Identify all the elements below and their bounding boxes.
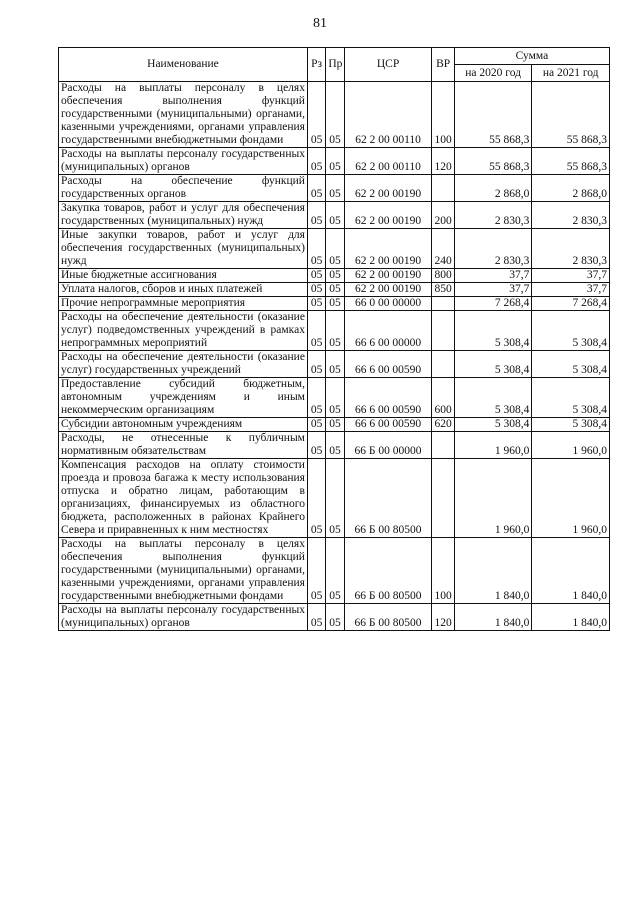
- table-row: [59, 432, 610, 459]
- row-vr: 100: [432, 82, 454, 148]
- row-sum-2021: 1 840,0: [532, 604, 610, 631]
- row-sum-2020: 1 960,0: [454, 459, 532, 538]
- row-name: Расходы на обеспечение функций государственных органов: [59, 175, 308, 202]
- row-csr: 62 2 00 00110: [344, 148, 432, 175]
- row-rz: 05: [307, 82, 325, 148]
- row-vr: [432, 175, 454, 202]
- row-vr: [432, 351, 454, 378]
- table-row: [59, 311, 610, 351]
- row-name: Иные закупки товаров, работ и услуг для обеспечения государственных (муниципальных) нужд: [59, 229, 308, 269]
- table-row: [59, 378, 610, 418]
- row-csr: 62 2 00 00190: [344, 202, 432, 229]
- row-sum-2020: 5 308,4: [454, 311, 532, 351]
- row-vr: [432, 297, 454, 311]
- row-csr: 66 6 00 00590: [344, 418, 432, 432]
- row-sum-2020: 55 868,3: [454, 82, 532, 148]
- row-pr: 05: [326, 269, 344, 283]
- row-sum-2020: 1 840,0: [454, 604, 532, 631]
- row-csr: 66 6 00 00000: [344, 311, 432, 351]
- row-pr: 05: [326, 604, 344, 631]
- row-vr: 600: [432, 378, 454, 418]
- row-sum-2020: 5 308,4: [454, 351, 532, 378]
- row-rz: 05: [307, 202, 325, 229]
- row-csr: 62 2 00 00190: [344, 175, 432, 202]
- row-vr: 240: [432, 229, 454, 269]
- row-vr: 200: [432, 202, 454, 229]
- row-name: Расходы на выплаты персоналу в целях обеспечения выполнения функций государственными (муниципальными) органами, казенными учреждениями, органами управления государственными внебюджетными фондами: [59, 538, 308, 604]
- table-row: [59, 148, 610, 175]
- row-pr: 05: [326, 283, 344, 297]
- row-sum-2020: 55 868,3: [454, 148, 532, 175]
- row-vr: 120: [432, 148, 454, 175]
- row-csr: 62 2 00 00110: [344, 82, 432, 148]
- row-rz: 05: [307, 269, 325, 283]
- row-pr: 05: [326, 297, 344, 311]
- row-pr: 05: [326, 202, 344, 229]
- table-row: [59, 604, 610, 631]
- row-sum-2021: 2 868,0: [532, 175, 610, 202]
- row-sum-2021: 37,7: [532, 283, 610, 297]
- row-vr: 850: [432, 283, 454, 297]
- table-body: [59, 82, 610, 631]
- row-rz: 05: [307, 418, 325, 432]
- table-row: [59, 297, 610, 311]
- row-name: Расходы на выплаты персоналу в целях обеспечения выполнения функций государственными (муниципальными) органами, казенными учреждениями, органами управления государственными внебюджетными фондами: [59, 82, 308, 148]
- row-sum-2020: 1 840,0: [454, 538, 532, 604]
- table-header: [59, 48, 610, 82]
- row-csr: 66 Б 00 80500: [344, 604, 432, 631]
- row-name: Расходы на выплаты персоналу государственных (муниципальных) органов: [59, 604, 308, 631]
- row-rz: 05: [307, 459, 325, 538]
- row-pr: 05: [326, 538, 344, 604]
- row-pr: 05: [326, 432, 344, 459]
- row-name: Расходы, не отнесенные к публичным нормативным обязательствам: [59, 432, 308, 459]
- row-pr: 05: [326, 351, 344, 378]
- row-pr: 05: [326, 418, 344, 432]
- row-rz: 05: [307, 604, 325, 631]
- table-row: [59, 229, 610, 269]
- header-csr: ЦСР: [344, 48, 432, 82]
- row-sum-2020: 37,7: [454, 283, 532, 297]
- row-sum-2021: 55 868,3: [532, 82, 610, 148]
- row-csr: 62 2 00 00190: [344, 269, 432, 283]
- row-rz: 05: [307, 351, 325, 378]
- row-csr: 66 0 00 00000: [344, 297, 432, 311]
- row-vr: 800: [432, 269, 454, 283]
- row-rz: 05: [307, 378, 325, 418]
- row-vr: 100: [432, 538, 454, 604]
- row-rz: 05: [307, 311, 325, 351]
- header-rz: Рз: [307, 48, 325, 82]
- table-row: [59, 351, 610, 378]
- row-sum-2020: 5 308,4: [454, 378, 532, 418]
- row-csr: 62 2 00 00190: [344, 229, 432, 269]
- row-name: Иные бюджетные ассигнования: [59, 269, 308, 283]
- row-sum-2020: 2 830,3: [454, 202, 532, 229]
- table-row: [59, 283, 610, 297]
- row-sum-2020: 2 830,3: [454, 229, 532, 269]
- row-name: Компенсация расходов на оплату стоимости проезда и провоза багажа к месту использования отпуска и обратно лицам, работающим в организациях, финансируемых из областного бюджета, расположенных в районах Крайнего Севера и приравненных к ним местностях: [59, 459, 308, 538]
- row-name: Прочие непрограммные мероприятия: [59, 297, 308, 311]
- row-sum-2021: 5 308,4: [532, 418, 610, 432]
- row-pr: 05: [326, 311, 344, 351]
- row-vr: 120: [432, 604, 454, 631]
- row-name: Субсидии автономным учреждениям: [59, 418, 308, 432]
- table-row: [59, 418, 610, 432]
- row-vr: [432, 432, 454, 459]
- header-name: Наименование: [59, 48, 308, 82]
- table-row: [59, 538, 610, 604]
- row-rz: 05: [307, 283, 325, 297]
- header-sum: Сумма: [454, 48, 609, 65]
- row-rz: 05: [307, 229, 325, 269]
- row-sum-2021: 1 960,0: [532, 432, 610, 459]
- row-sum-2020: 5 308,4: [454, 418, 532, 432]
- row-rz: 05: [307, 175, 325, 202]
- row-sum-2021: 5 308,4: [532, 311, 610, 351]
- budget-table: [58, 47, 610, 631]
- row-sum-2021: 55 868,3: [532, 148, 610, 175]
- table-row: [59, 175, 610, 202]
- header-year-2021: на 2021 год: [532, 65, 610, 82]
- row-sum-2020: 7 268,4: [454, 297, 532, 311]
- table-row: [59, 269, 610, 283]
- row-pr: 05: [326, 378, 344, 418]
- row-csr: 62 2 00 00190: [344, 283, 432, 297]
- row-name: Расходы на обеспечение деятельности (оказание услуг) подведомственных учреждений в рамках непрограммных мероприятий: [59, 311, 308, 351]
- header-pr: Пр: [326, 48, 344, 82]
- row-csr: 66 Б 00 00000: [344, 432, 432, 459]
- row-vr: [432, 459, 454, 538]
- row-sum-2021: 2 830,3: [532, 229, 610, 269]
- row-name: Уплата налогов, сборов и иных платежей: [59, 283, 308, 297]
- header-year-2020: на 2020 год: [454, 65, 532, 82]
- row-sum-2021: 7 268,4: [532, 297, 610, 311]
- row-pr: 05: [326, 459, 344, 538]
- row-vr: [432, 311, 454, 351]
- row-sum-2021: 1 960,0: [532, 459, 610, 538]
- row-sum-2021: 1 840,0: [532, 538, 610, 604]
- table-row: [59, 202, 610, 229]
- row-sum-2020: 37,7: [454, 269, 532, 283]
- row-sum-2021: 5 308,4: [532, 351, 610, 378]
- row-name: Расходы на выплаты персоналу государственных (муниципальных) органов: [59, 148, 308, 175]
- row-name: Предоставление субсидий бюджетным, автономным учреждениям и иным некоммерческим организациям: [59, 378, 308, 418]
- row-sum-2021: 2 830,3: [532, 202, 610, 229]
- table-row: [59, 459, 610, 538]
- row-rz: 05: [307, 297, 325, 311]
- row-csr: 66 6 00 00590: [344, 351, 432, 378]
- row-vr: 620: [432, 418, 454, 432]
- row-sum-2020: 1 960,0: [454, 432, 532, 459]
- row-name: Расходы на обеспечение деятельности (оказание услуг) государственных учреждений: [59, 351, 308, 378]
- row-csr: 66 6 00 00590: [344, 378, 432, 418]
- row-csr: 66 Б 00 80500: [344, 459, 432, 538]
- row-pr: 05: [326, 82, 344, 148]
- row-rz: 05: [307, 148, 325, 175]
- row-rz: 05: [307, 538, 325, 604]
- page-number: 81: [313, 16, 327, 31]
- row-pr: 05: [326, 148, 344, 175]
- row-sum-2021: 37,7: [532, 269, 610, 283]
- table-row: [59, 82, 610, 148]
- row-pr: 05: [326, 229, 344, 269]
- row-pr: 05: [326, 175, 344, 202]
- row-sum-2020: 2 868,0: [454, 175, 532, 202]
- row-name: Закупка товаров, работ и услуг для обеспечения государственных (муниципальных) нужд: [59, 202, 308, 229]
- row-sum-2021: 5 308,4: [532, 378, 610, 418]
- row-csr: 66 Б 00 80500: [344, 538, 432, 604]
- row-rz: 05: [307, 432, 325, 459]
- header-vr: ВР: [432, 48, 454, 82]
